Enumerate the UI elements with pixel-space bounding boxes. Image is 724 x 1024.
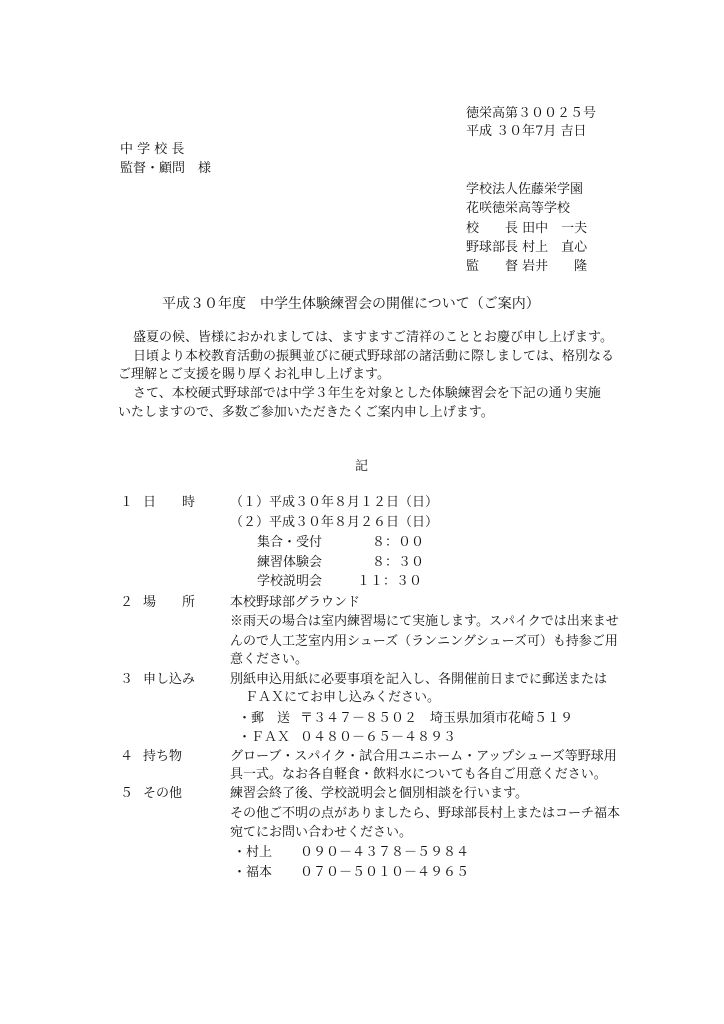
schedule-name: 学校説明会	[257, 574, 323, 589]
item-1-number: １	[120, 495, 134, 510]
fax-number: ０４８０－６５－４８９３	[300, 730, 457, 745]
schedule-name: 集合・受付	[257, 535, 323, 550]
contact-phone: ０７０－５０１０－４９６５	[300, 865, 470, 880]
date-line-1: （１）平成３０年８月１２日（日）	[230, 495, 439, 510]
place-line-1: 本校野球部グラウンド	[230, 595, 361, 610]
place-line-4: 意ください。	[230, 652, 309, 667]
body-paragraph-2-line-1: 日頃より本校教育活動の振興並びに硬式野球部の諸活動に際しましては、格別なる	[133, 349, 615, 364]
body-paragraph-1: 盛夏の候、皆様におかれましては、ますますご清祥のこととお慶び申し上げます。	[133, 330, 613, 345]
sender-school-name: 花咲徳栄高等学校	[466, 201, 571, 216]
mail-address: 〒３４７－８５０２ 埼玉県加須市花崎５１９	[300, 711, 574, 726]
sender-coach: 監 督 岩井 隆	[466, 259, 588, 274]
body-paragraph-2-line-2: ご理解とご支援を賜り厚くお礼申し上げます。	[118, 367, 390, 382]
item-4-label: 持ち物	[143, 749, 183, 764]
document-title: 平成３０年度 中学生体験練習会の開催について（ご案内）	[162, 296, 540, 312]
document-date: 平成 ３０年7月 吉日	[466, 124, 587, 139]
other-line-3: 宛てにお問い合わせください。	[230, 825, 413, 840]
document-number: 徳栄高第３００２５号	[466, 106, 597, 121]
sender-principal: 校 長 田中 一夫	[466, 221, 588, 236]
body-paragraph-3-line-1: さて、本校硬式野球部では中学３年生を対象とした体験練習会を下記の通り実施	[133, 386, 601, 401]
schedule-time: ８：３０	[372, 555, 425, 570]
item-5-label: その他	[143, 786, 183, 801]
recipient-line-2: 監督・顧問 様	[120, 161, 212, 176]
fax-label: ・ＦＡＸ	[238, 730, 291, 745]
item-2-label: 場 所	[143, 595, 196, 610]
item-4-number: ４	[120, 749, 134, 764]
contact-phone: ０９０－４３７８－５９８４	[300, 845, 470, 860]
other-line-1: 練習会終了後、学校説明会と個別相談を行います。	[230, 786, 528, 801]
schedule-name: 練習体験会	[257, 555, 323, 570]
date-line-2: （２）平成３０年８月２６日（日）	[230, 515, 439, 530]
recipient-line-1: 中 学 校 長	[120, 142, 185, 157]
body-paragraph-3-line-2: いたしますので、多数ご参加いただきたくご案内申し上げます。	[118, 405, 494, 420]
place-line-3: んので人工芝室内用シューズ（ランニングシューズ可）も持参ご用	[230, 634, 618, 649]
item-3-number: ３	[120, 672, 134, 687]
contact-name: ・福本	[233, 865, 273, 880]
sender-club-manager: 野球部長 村上 直心	[466, 240, 588, 255]
item-3-label: 申し込み	[143, 672, 196, 687]
sender-school-corp: 学校法人佐藤栄学園	[466, 182, 584, 197]
schedule-time: ８：００	[372, 535, 425, 550]
item-5-number: ５	[120, 786, 134, 801]
ki-heading: 記	[355, 459, 369, 474]
apply-line-2: ＦＡＸにてお申し込みください。	[245, 690, 441, 705]
place-line-2: ※雨天の場合は室内練習場にて実施します。スパイクでは出来ませ	[230, 614, 619, 629]
bring-line-2: 具一式。なお各自軽食・飲料水についても各自ご用意ください。	[230, 767, 607, 782]
apply-line-1: 別紙申込用紙に必要事項を記入し、各開催前日までに郵送または	[230, 672, 608, 687]
item-1-label: 日 時	[143, 495, 196, 510]
bring-line-1: グローブ・スパイク・試合用ユニホーム・アップシューズ等野球用	[230, 749, 617, 764]
item-2-number: ２	[120, 595, 134, 610]
mail-label: ・郵 送	[238, 711, 291, 726]
other-line-2: その他ご不明の点がありましたら、野球部長村上またはコーチ福本	[230, 806, 621, 821]
schedule-time: １１：３０	[357, 574, 423, 589]
contact-name: ・村上	[233, 845, 273, 860]
